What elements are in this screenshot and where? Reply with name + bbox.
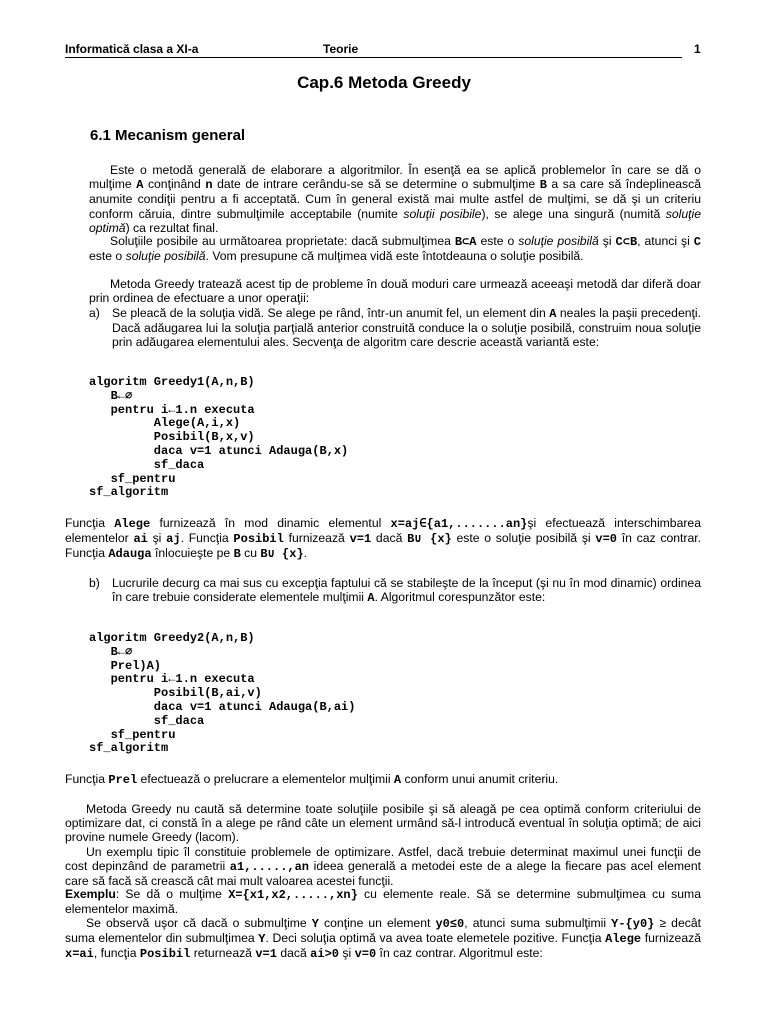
paragraph-intro: Este o metodă generală de elaborare a algoritmilor. În esenţă ea se aplică problemelor în care se dă o mulţime A conţinând n date de intrare cerându-se să se determine o submulţime B a sa care să îndeplinească anumite condiţii pentru a fi acceptată. Cum în general există mai multe astfel de mulţimi, se dă şi un criteriu conform căruia, dintre submulţimile acceptabile (numite soluţii posibile), se alege una singură (numită soluţie optimă) ca rezultat final. <box>89 163 702 235</box>
header-page-number: 1 <box>694 42 701 56</box>
code-line: sf_algoritm <box>89 741 169 756</box>
code-line: sf_pentru <box>89 471 176 486</box>
code-line: daca v=1 atunci Adauga(B,ai) <box>89 699 356 714</box>
list-item-a: a) Se pleacă de la soluţia vidă. Se alege pe rând, într-un anumit fel, un element din A neales la paşii precedenţi. Dacă adăugarea lui la soluţia parţială anterior construită conduce la o soluţie posibilă, construim noua soluţie prin adăugarea elementului ales. Secvenţa de algoritm care descrie această variantă este: <box>89 306 701 350</box>
code-line: B←∅ <box>89 388 133 403</box>
code-line: B←∅ <box>89 644 133 659</box>
header-course: Informatică clasa a XI-a <box>65 42 199 56</box>
paragraph-functions: Funcţia Alege furnizează în mod dinamic elementul x=aj∈{a1,.......an}şi efectuează interschimbarea elementelor ai şi aj. Funcţia Posibil furnizează v=1 dacă B∪ {x} este o soluţie posibilă şi v=0 în caz contrar. Funcţia Adauga înlocuieşte pe B cu B∪ {x}. <box>65 516 702 562</box>
code-greedy2 <box>89 632 355 756</box>
code-line: sf_algoritm <box>89 485 169 500</box>
list-marker: a) <box>89 306 100 320</box>
paragraph-modes: Metoda Greedy tratează acest tip de probleme în două moduri care urmează aceeaşi metodă dar diferă doar prin ordinea de efectuare a unor operaţii: <box>89 277 701 306</box>
section-heading: 6.1 Mecanism general <box>90 127 246 144</box>
code-line: sf_daca <box>89 457 205 472</box>
paragraph-properties: Soluţiile posibile au următoarea proprietate: dacă submulţimea B⊂A este o soluţie posibilă şi C⊂B, atunci şi C este o soluţie posibilă. Vom presupune că mulţimea vidă este întotdeauna o soluţie posibilă. <box>89 234 701 264</box>
paragraph-observation: Se observă uşor că dacă o submulţime Y conţine un element y0≤0, atunci suma submulţimii Y-{y0} ≥ decât suma elementelor din submulţimea Y. Deci soluţia optimă va avea toate elemetele pozitive. Funcţia Alege furnizează x=ai, funcţia Posibil returnează v=1 dacă ai>0 şi v=0 în caz contrar. Algoritmul este: <box>65 916 701 962</box>
code-line: Alege(A,i,x) <box>89 416 241 431</box>
paragraph-greedy-description: Metoda Greedy nu caută să determine toate soluţiile posibile şi să aleagă pe cea optimă conform criteriului de optimizare dat, ci constă în a alege pe rând câte un element urmând să-l introducă eventual în soluţia optimă; de aici provine numele Greedy (lacom). <box>65 802 701 845</box>
header-rule <box>65 57 682 58</box>
code-greedy1 <box>89 376 348 500</box>
paragraph-optimization: Un exemplu tipic îl constituie problemele de optimizare. Astfel, dacă trebuie determinat maximul unei funcţii de cost depinzând de parametrii a1,.....,an ideea generală a metodei este de a alege la fiecare pas acel element care să facă să crească cât mai mult valoarea acestei funcţii. <box>65 845 701 889</box>
code-line: Prel)A) <box>89 658 162 673</box>
paragraph-prel: Funcţia Prel efectuează o prelucrare a elementelor mulţimii A conform unui anumit criteriu. <box>65 772 559 787</box>
list-item-b: b) Lucrurile decurg ca mai sus cu excepţia faptului că se stabileşte de la început (şi nu în mod dinamic) ordinea în care trebuie considerate elementele mulţimii A. Algoritmul corespunzător este: <box>89 576 701 606</box>
code-line: sf_pentru <box>89 727 176 742</box>
code-line: Posibil(B,ai,v) <box>89 686 262 701</box>
header-section: Teorie <box>323 42 359 56</box>
code-line: algoritm Greedy2(A,n,B) <box>89 631 255 645</box>
code-line: pentru i←1.n executa <box>89 672 255 687</box>
code-line: daca v=1 atunci Adauga(B,x) <box>89 443 349 458</box>
chapter-title: Cap.6 Metoda Greedy <box>297 73 471 92</box>
code-line: algoritm Greedy1(A,n,B) <box>89 375 255 389</box>
list-marker: b) <box>89 576 100 590</box>
code-line: pentru i←1.n executa <box>89 402 255 417</box>
code-line: Posibil(B,x,v) <box>89 430 255 445</box>
paragraph-example: Exemplu: Se dă o mulţime X={x1,x2,.....,xn} cu elemente reale. Să se determine submulţimea cu suma elementelor maximă. <box>65 887 701 917</box>
code-line: sf_daca <box>89 713 205 728</box>
